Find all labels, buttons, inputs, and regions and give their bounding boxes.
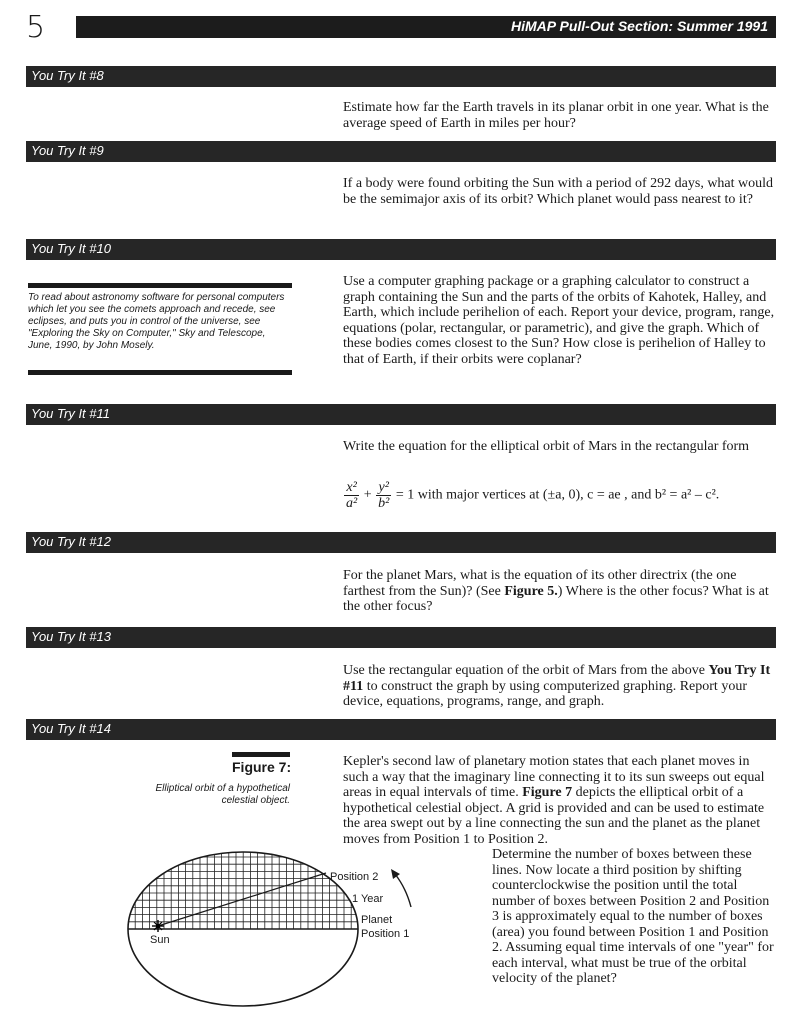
page-number: 5 [26, 10, 46, 45]
section-bar-10 [26, 239, 776, 260]
fraction-y-denominator: b² [378, 496, 390, 511]
section-bar-11 [26, 404, 776, 425]
sidebar-note: To read about astronomy software for personal computers which let you see the comets approach and recede, see eclipses, and puts you in control of the universe, see "Exploring the Sky on Computer," Sky and Telescope, June, 1990, by John Mosely. [28, 292, 285, 351]
question-14-continued: Determine the number of boxes between these lines. Now locate a third position by shifting counterclockwise the position until the total number of boxes between Position 2 and Position 3 is approximately equal to the number of boxes (area) you found between Position 1 and Position 2. Assuming equal time intervals of one "year" for each interval, what must be true of the orbital velocity of the planet? [492, 847, 774, 986]
figure-5-ref: Figure 5. [504, 583, 558, 599]
fraction-y-numerator: y² [376, 480, 391, 496]
figure-7-ref: Figure 7 [522, 785, 573, 800]
question-14-part-c: depicts the elliptical orbit of a hypothetical celestial object. A grid is provided and can be used to estimate the area swept out by a line connecting the sun and the planet as the planet moves from Position 1 to Position 2. [343, 785, 765, 847]
section-bar-9 [26, 141, 776, 162]
section-bar-13 [26, 627, 776, 648]
question-10-text: Use a computer graphing package or a graphing calculator to construct a graph containing the Sun and the parts of the orbits of Kahotek, Halley, and Earth, which include perihelion of each. Report your device, program, range, equations (polar, rectangular, or parametric), and give the graph. Which of these bodies comes closest to the Sun? How close is perihelion of Halley to that of Earth, if their orbits were coplanar? [343, 274, 775, 367]
header-title: HiMAP Pull-Out Section: Summer 1991 [511, 18, 768, 34]
question-9-text: If a body were found orbiting the Sun with a period of 292 days, what would be the semimajor axis of its orbit? Which planet would pass nearest to it? [343, 176, 774, 207]
section-label-12: You Try It #12 [31, 534, 111, 549]
figure-7-caption: Elliptical orbit of a hypothetical celestial object. [155, 783, 290, 806]
counterclockwise-arrow-icon [391, 869, 411, 907]
question-8-text: Estimate how far the Earth travels in its planar orbit in one year. What is the average speed of Earth in miles per hour? [343, 100, 769, 131]
position-2-label: Position 2 [330, 871, 379, 883]
question-12-part-a: For the planet Mars, what is the equation of its other directrix (the one farthest from the Sun)? (See [343, 568, 737, 599]
position-1-label: Position 1 [361, 928, 410, 940]
question-13-text [343, 663, 775, 710]
note-top-rule [28, 283, 292, 288]
section-label-11: You Try It #11 [31, 406, 111, 421]
question-13-part-c: to construct the graph by using computerized graphing. Report your device, equations, programs, range, and graph. [343, 678, 747, 709]
section-bar-8 [26, 66, 776, 87]
fraction-x [344, 480, 359, 511]
question-14-part-a: Kepler's second law of planetary motion states that each planet moves in such a way that the imaginary line connecting it to its sun sweeps out equal areas in equal intervals of time. [343, 754, 765, 800]
fraction-x-denominator: a² [346, 496, 358, 511]
question-12-part-c: ) Where is the other focus? What is at the other focus? [343, 583, 769, 614]
section-label-8: You Try It #8 [31, 68, 104, 83]
fraction-x-numerator: x² [344, 480, 359, 496]
note-bottom-rule [28, 370, 292, 375]
section-label-13: You Try It #13 [31, 629, 111, 644]
section-label-10: You Try It #10 [31, 241, 111, 256]
section-bar-12 [26, 532, 776, 553]
you-try-it-11-ref: You Try It #11 [343, 663, 771, 694]
section-bar-14 [26, 719, 776, 740]
header-bar [76, 16, 776, 38]
one-year-label: 1 Year [352, 893, 384, 905]
planet-label: Planet [361, 914, 393, 926]
question-13-part-a: Use the rectangular equation of the orbit of Mars from the above [343, 663, 709, 678]
grid-area [128, 850, 358, 929]
section-label-9: You Try It #9 [31, 143, 104, 158]
plus-sign: + [363, 487, 372, 503]
fraction-y [376, 480, 391, 511]
figure-7-ellipse-diagram [108, 840, 478, 1030]
equation-rest: = 1 with major vertices at (±a, 0), c = ae , and b² = a² – c². [395, 487, 720, 503]
question-12-text [343, 568, 775, 615]
section-label-14: You Try It #14 [31, 721, 111, 736]
figure-title-rule [232, 752, 290, 757]
question-14-text [343, 754, 775, 847]
sun-label: Sun [150, 934, 170, 946]
ellipse-equation [343, 480, 783, 511]
question-11-text: Write the equation for the elliptical orbit of Mars in the rectangular form [343, 439, 750, 454]
figure-7-title: Figure 7: [232, 759, 292, 775]
